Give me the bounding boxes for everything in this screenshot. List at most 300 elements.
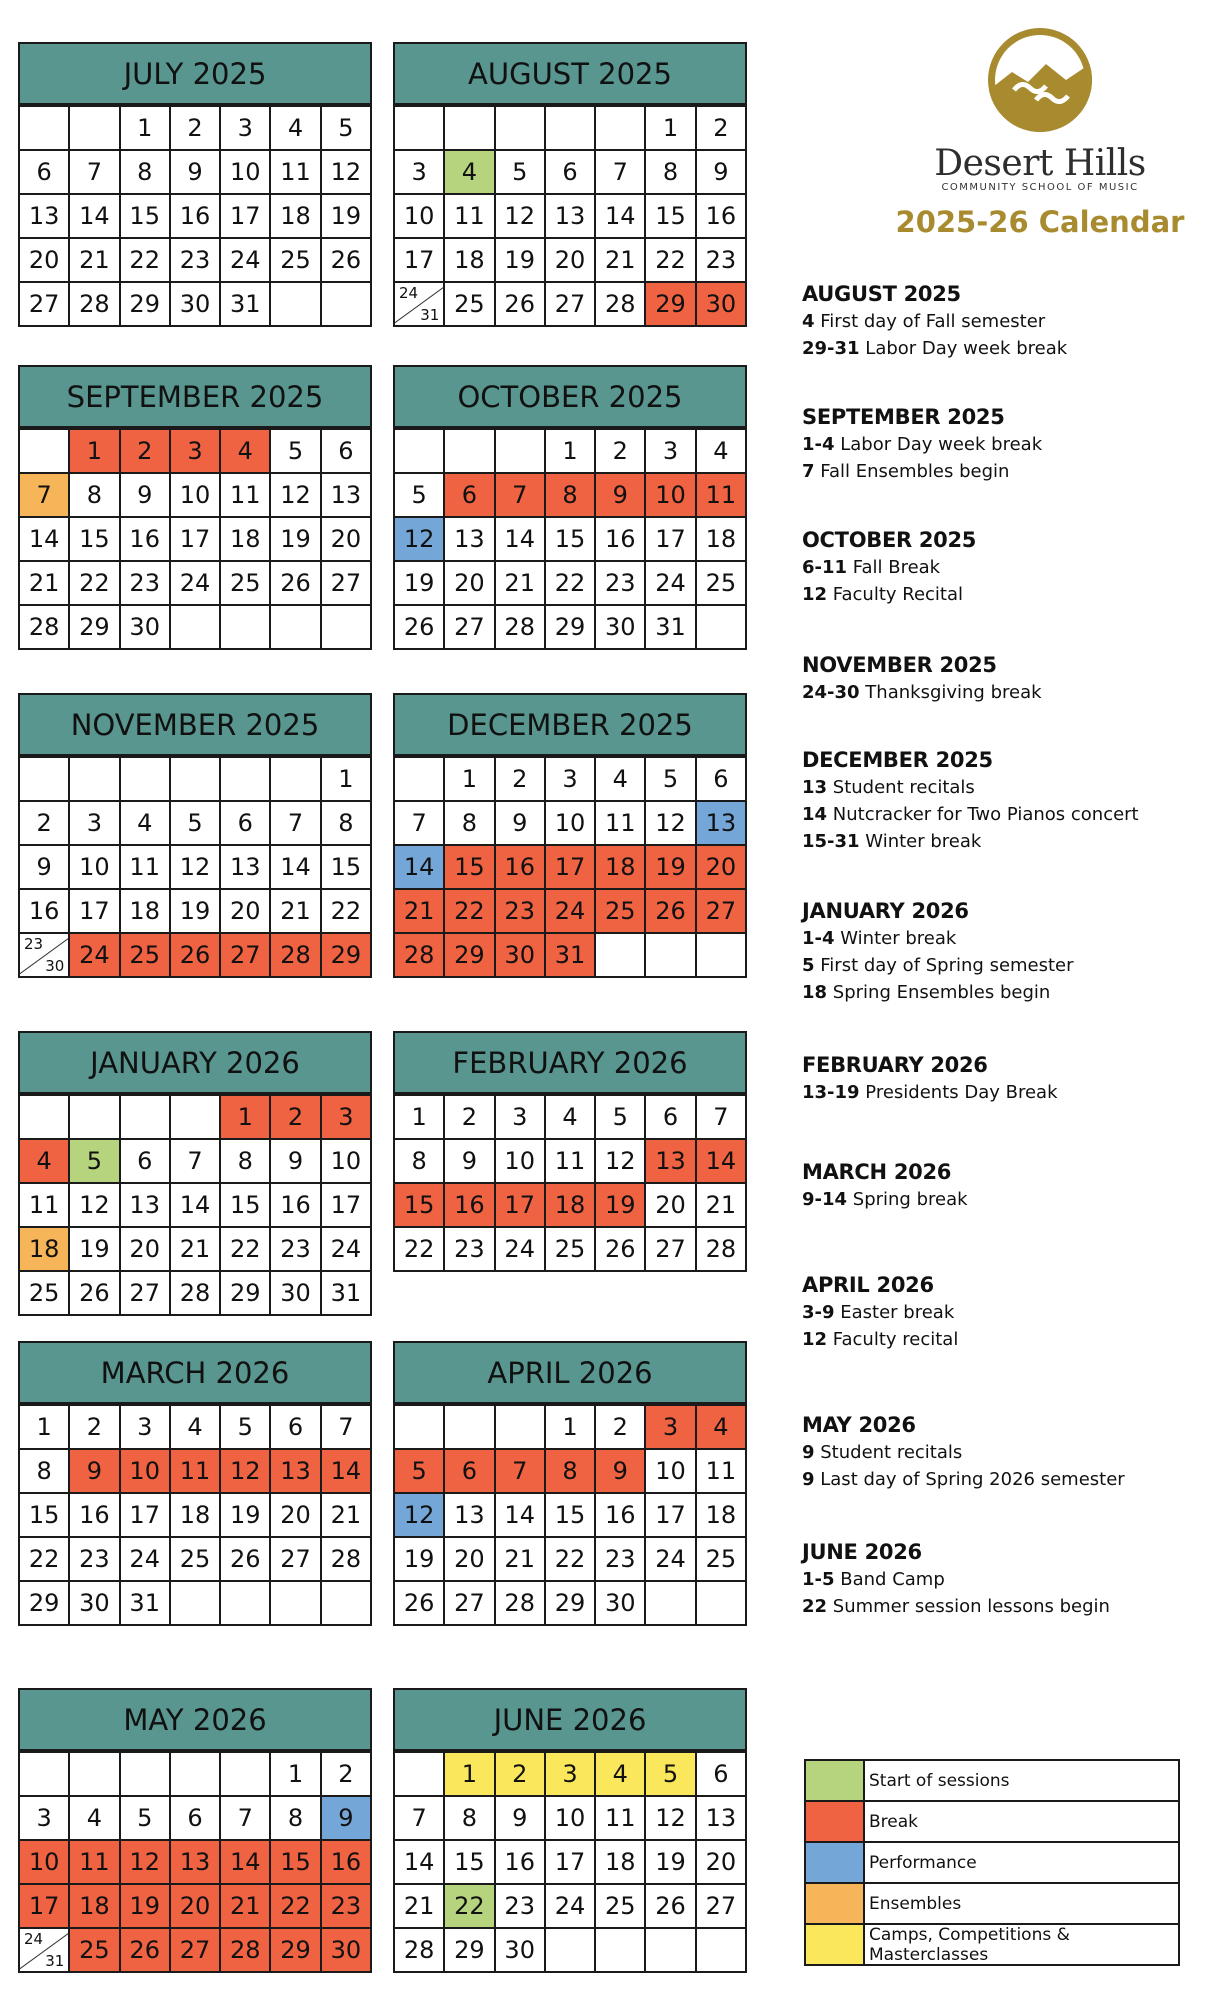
event-dates: 7 bbox=[802, 461, 815, 482]
mountain-logo-icon bbox=[984, 24, 1096, 136]
day-cell: 17 bbox=[322, 1184, 372, 1228]
day-cell: 31 bbox=[546, 934, 596, 978]
event-block bbox=[802, 405, 1202, 485]
day-cell: 15 bbox=[322, 846, 372, 890]
event-dates: 15-31 bbox=[802, 831, 860, 852]
day-cell: 18 bbox=[271, 195, 321, 239]
day-cell: 13 bbox=[121, 1184, 171, 1228]
empty-day-cell bbox=[596, 107, 646, 151]
month-title: SEPTEMBER 2025 bbox=[18, 365, 372, 428]
day-cell: 11 bbox=[445, 195, 495, 239]
day-cell: 1 bbox=[70, 430, 120, 474]
day-cell: 29 bbox=[121, 283, 171, 327]
legend-label: Camps, Competitions & Masterclasses bbox=[869, 1924, 1070, 1965]
day-cell: 12 bbox=[395, 518, 445, 562]
empty-day-cell bbox=[697, 934, 747, 978]
day-cell: 8 bbox=[546, 1450, 596, 1494]
day-cell: 29 bbox=[546, 606, 596, 650]
event-line bbox=[802, 979, 1202, 1006]
day-cell: 28 bbox=[697, 1228, 747, 1272]
day-cell: 21 bbox=[596, 239, 646, 283]
month-calendar bbox=[18, 1341, 372, 1626]
day-cell: 15 bbox=[546, 1494, 596, 1538]
day-cell: 14 bbox=[697, 1140, 747, 1184]
day-cell: 4 bbox=[171, 1406, 221, 1450]
day-cell: 7 bbox=[596, 151, 646, 195]
day-cell: 10 bbox=[20, 1841, 70, 1885]
day-cell: 21 bbox=[271, 890, 321, 934]
day-cell: 27 bbox=[322, 562, 372, 606]
day-cell: 19 bbox=[646, 846, 696, 890]
day-cell: 29 bbox=[271, 1929, 321, 1973]
legend-swatch bbox=[806, 1843, 865, 1882]
day-cell: 13 bbox=[546, 195, 596, 239]
empty-day-cell bbox=[20, 430, 70, 474]
day-cell: 4 bbox=[445, 151, 495, 195]
day-number: 31 bbox=[420, 306, 440, 324]
day-cell: 3 bbox=[646, 430, 696, 474]
event-dates: 24-30 bbox=[802, 682, 860, 703]
day-cell: 22 bbox=[121, 239, 171, 283]
empty-day-cell bbox=[70, 107, 120, 151]
day-cell: 15 bbox=[20, 1494, 70, 1538]
day-cell: 22 bbox=[20, 1538, 70, 1582]
event-block bbox=[802, 1413, 1202, 1493]
day-cell: 17 bbox=[20, 1885, 70, 1929]
day-cell: 18 bbox=[221, 518, 271, 562]
day-cell: 26 bbox=[395, 1582, 445, 1626]
empty-day-cell bbox=[20, 107, 70, 151]
day-cell: 12 bbox=[322, 151, 372, 195]
empty-day-cell bbox=[322, 283, 372, 327]
legend-row bbox=[806, 1802, 1178, 1843]
event-block bbox=[802, 282, 1202, 362]
empty-day-cell bbox=[221, 1753, 271, 1797]
event-description: Faculty Recital bbox=[827, 584, 964, 605]
day-cell: 4 bbox=[546, 1096, 596, 1140]
day-cell: 26 bbox=[322, 239, 372, 283]
day-cell: 18 bbox=[596, 846, 646, 890]
day-cell: 23 bbox=[596, 1538, 646, 1582]
day-cell: 26 bbox=[646, 890, 696, 934]
day-cell: 17 bbox=[70, 890, 120, 934]
day-cell: 2 bbox=[121, 430, 171, 474]
day-cell: 3 bbox=[395, 151, 445, 195]
day-cell: 7 bbox=[271, 802, 321, 846]
event-line bbox=[802, 801, 1202, 828]
empty-day-cell bbox=[121, 758, 171, 802]
empty-day-cell bbox=[646, 1929, 696, 1973]
day-cell: 7 bbox=[395, 802, 445, 846]
legend-label: Ensembles bbox=[869, 1893, 962, 1914]
event-description: Nutcracker for Two Pianos concert bbox=[827, 804, 1139, 825]
event-month-heading: SEPTEMBER 2025 bbox=[802, 405, 1005, 429]
day-number: 24 bbox=[399, 284, 419, 302]
day-cell: 30 bbox=[596, 1582, 646, 1626]
day-cell: 9 bbox=[596, 1450, 646, 1494]
day-cell: 22 bbox=[271, 1885, 321, 1929]
day-cell: 3 bbox=[221, 107, 271, 151]
day-cell: 23 bbox=[171, 239, 221, 283]
day-grid bbox=[18, 1404, 372, 1626]
day-cell: 25 bbox=[70, 1929, 120, 1973]
day-cell: 10 bbox=[221, 151, 271, 195]
day-cell: 4 bbox=[697, 1406, 747, 1450]
day-cell: 14 bbox=[395, 1841, 445, 1885]
day-cell: 6 bbox=[20, 151, 70, 195]
day-grid bbox=[18, 1751, 372, 1973]
day-cell: 11 bbox=[596, 1797, 646, 1841]
day-cell: 6 bbox=[322, 430, 372, 474]
day-cell: 6 bbox=[271, 1406, 321, 1450]
day-cell: 30 bbox=[496, 934, 546, 978]
day-cell: 9 bbox=[322, 1797, 372, 1841]
day-cell: 14 bbox=[496, 1494, 546, 1538]
event-dates: 6-11 bbox=[802, 557, 848, 578]
day-cell: 10 bbox=[496, 1140, 546, 1184]
day-cell: 3 bbox=[546, 758, 596, 802]
day-number: 23 bbox=[24, 935, 44, 953]
empty-day-cell bbox=[171, 758, 221, 802]
day-cell: 1 bbox=[546, 1406, 596, 1450]
day-grid bbox=[18, 428, 372, 650]
day-cell: 26 bbox=[121, 1929, 171, 1973]
day-cell: 7 bbox=[70, 151, 120, 195]
day-cell: 9 bbox=[697, 151, 747, 195]
empty-day-cell bbox=[496, 107, 546, 151]
day-cell: 26 bbox=[596, 1228, 646, 1272]
day-cell: 16 bbox=[271, 1184, 321, 1228]
event-block bbox=[802, 1160, 1202, 1213]
month-title: JULY 2025 bbox=[18, 42, 372, 105]
day-cell: 5 bbox=[395, 474, 445, 518]
day-cell: 19 bbox=[596, 1184, 646, 1228]
day-cell: 19 bbox=[171, 890, 221, 934]
day-cell: 3 bbox=[496, 1096, 546, 1140]
event-dates: 14 bbox=[802, 804, 828, 825]
event-dates: 12 bbox=[802, 584, 828, 605]
empty-day-cell bbox=[271, 758, 321, 802]
day-cell: 9 bbox=[496, 802, 546, 846]
event-dates: 1-5 bbox=[802, 1569, 835, 1590]
day-cell: 8 bbox=[70, 474, 120, 518]
day-cell: 13 bbox=[271, 1450, 321, 1494]
month-calendar bbox=[393, 42, 747, 327]
day-cell: 19 bbox=[496, 239, 546, 283]
event-block bbox=[802, 528, 1202, 608]
day-cell: 1 bbox=[271, 1753, 321, 1797]
event-dates: 18 bbox=[802, 982, 828, 1003]
day-cell: 28 bbox=[395, 934, 445, 978]
day-cell: 29 bbox=[546, 1582, 596, 1626]
day-cell: 18 bbox=[121, 890, 171, 934]
day-cell: 11 bbox=[697, 474, 747, 518]
day-cell: 4 bbox=[596, 758, 646, 802]
day-cell: 19 bbox=[221, 1494, 271, 1538]
day-cell: 30 bbox=[596, 606, 646, 650]
day-cell: 5 bbox=[70, 1140, 120, 1184]
day-cell: 14 bbox=[20, 518, 70, 562]
event-description: Last day of Spring 2026 semester bbox=[814, 1469, 1125, 1490]
day-cell: 20 bbox=[171, 1885, 221, 1929]
day-cell: 24 bbox=[70, 934, 120, 978]
day-cell: 1 bbox=[20, 1406, 70, 1450]
day-cell: 22 bbox=[546, 562, 596, 606]
day-cell: 25 bbox=[171, 1538, 221, 1582]
day-cell: 9 bbox=[70, 1450, 120, 1494]
event-description: Faculty recital bbox=[827, 1329, 959, 1350]
event-description: Student recitals bbox=[827, 777, 975, 798]
day-cell: 20 bbox=[445, 562, 495, 606]
day-cell: 1 bbox=[646, 107, 696, 151]
day-cell: 25 bbox=[445, 283, 495, 327]
day-cell: 25 bbox=[697, 562, 747, 606]
day-cell: 6 bbox=[546, 151, 596, 195]
day-number: 24 bbox=[24, 1930, 44, 1948]
event-line bbox=[802, 554, 1202, 581]
day-cell: 16 bbox=[596, 1494, 646, 1538]
event-dates: 13 bbox=[802, 777, 828, 798]
day-cell: 25 bbox=[121, 934, 171, 978]
day-cell: 3 bbox=[121, 1406, 171, 1450]
event-block bbox=[802, 1540, 1202, 1620]
day-grid bbox=[18, 105, 372, 327]
day-cell: 3 bbox=[646, 1406, 696, 1450]
day-cell: 15 bbox=[546, 518, 596, 562]
event-dates: 4 bbox=[802, 311, 815, 332]
day-cell: 25 bbox=[596, 1885, 646, 1929]
day-cell: 15 bbox=[395, 1184, 445, 1228]
day-cell: 1 bbox=[445, 1753, 495, 1797]
day-cell: 18 bbox=[697, 518, 747, 562]
month-title: DECEMBER 2025 bbox=[393, 693, 747, 756]
day-cell: 17 bbox=[496, 1184, 546, 1228]
event-line bbox=[802, 679, 1202, 706]
day-cell: 10 bbox=[395, 195, 445, 239]
day-cell: 11 bbox=[596, 802, 646, 846]
event-dates: 1-4 bbox=[802, 928, 835, 949]
day-cell: 25 bbox=[546, 1228, 596, 1272]
day-cell: 31 bbox=[121, 1582, 171, 1626]
day-cell: 13 bbox=[646, 1140, 696, 1184]
empty-day-cell bbox=[20, 1096, 70, 1140]
day-cell: 1 bbox=[221, 1096, 271, 1140]
day-cell: 10 bbox=[646, 474, 696, 518]
empty-day-cell bbox=[546, 107, 596, 151]
day-cell: 15 bbox=[271, 1841, 321, 1885]
day-cell: 5 bbox=[596, 1096, 646, 1140]
day-cell: 12 bbox=[496, 195, 546, 239]
day-cell: 21 bbox=[496, 562, 546, 606]
event-dates: 9 bbox=[802, 1469, 815, 1490]
day-cell: 7 bbox=[322, 1406, 372, 1450]
day-cell: 12 bbox=[646, 1797, 696, 1841]
event-dates: 29-31 bbox=[802, 338, 860, 359]
event-month-heading: DECEMBER 2025 bbox=[802, 748, 993, 772]
day-cell: 28 bbox=[496, 1582, 546, 1626]
empty-day-cell bbox=[221, 1582, 271, 1626]
day-cell: 30 bbox=[496, 1929, 546, 1973]
color-legend bbox=[804, 1759, 1180, 1966]
day-cell: 18 bbox=[546, 1184, 596, 1228]
day-cell: 7 bbox=[496, 1450, 546, 1494]
day-cell: 30 bbox=[121, 606, 171, 650]
day-cell: 17 bbox=[221, 195, 271, 239]
day-cell: 19 bbox=[121, 1885, 171, 1929]
day-cell: 22 bbox=[221, 1228, 271, 1272]
event-month-heading: MAY 2026 bbox=[802, 1413, 916, 1437]
day-cell: 8 bbox=[271, 1797, 321, 1841]
day-cell: 15 bbox=[445, 846, 495, 890]
day-cell: 16 bbox=[121, 518, 171, 562]
day-cell: 12 bbox=[646, 802, 696, 846]
day-cell: 5 bbox=[496, 151, 546, 195]
day-cell: 5 bbox=[271, 430, 321, 474]
day-cell: 13 bbox=[171, 1841, 221, 1885]
split-day-cell bbox=[395, 283, 445, 327]
event-month-heading: FEBRUARY 2026 bbox=[802, 1053, 988, 1077]
brand-name: Desert Hills bbox=[934, 143, 1146, 184]
empty-day-cell bbox=[70, 1753, 120, 1797]
day-cell: 13 bbox=[221, 846, 271, 890]
day-cell: 27 bbox=[20, 283, 70, 327]
day-cell: 11 bbox=[697, 1450, 747, 1494]
day-cell: 27 bbox=[445, 606, 495, 650]
empty-day-cell bbox=[395, 758, 445, 802]
day-cell: 6 bbox=[121, 1140, 171, 1184]
event-description: Student recitals bbox=[814, 1442, 963, 1463]
day-cell: 4 bbox=[121, 802, 171, 846]
day-grid bbox=[393, 105, 747, 327]
day-cell: 3 bbox=[171, 430, 221, 474]
event-description: Spring Ensembles begin bbox=[827, 982, 1051, 1003]
event-line bbox=[802, 925, 1202, 952]
day-cell: 18 bbox=[171, 1494, 221, 1538]
day-cell: 19 bbox=[395, 562, 445, 606]
event-month-heading: NOVEMBER 2025 bbox=[802, 653, 997, 677]
day-cell: 16 bbox=[20, 890, 70, 934]
day-cell: 7 bbox=[697, 1096, 747, 1140]
event-line bbox=[802, 1566, 1202, 1593]
event-line bbox=[802, 1186, 1202, 1213]
day-cell: 20 bbox=[697, 846, 747, 890]
day-cell: 17 bbox=[646, 1494, 696, 1538]
day-cell: 21 bbox=[496, 1538, 546, 1582]
day-cell: 23 bbox=[697, 239, 747, 283]
day-cell: 21 bbox=[221, 1885, 271, 1929]
day-cell: 20 bbox=[221, 890, 271, 934]
day-cell: 17 bbox=[121, 1494, 171, 1538]
day-cell: 2 bbox=[596, 1406, 646, 1450]
event-description: Fall Ensembles begin bbox=[814, 461, 1010, 482]
day-grid bbox=[18, 1094, 372, 1316]
event-line bbox=[802, 335, 1202, 362]
day-cell: 5 bbox=[395, 1450, 445, 1494]
day-cell: 10 bbox=[546, 1797, 596, 1841]
day-grid bbox=[393, 756, 747, 978]
day-cell: 10 bbox=[70, 846, 120, 890]
day-cell: 13 bbox=[322, 474, 372, 518]
day-cell: 18 bbox=[20, 1228, 70, 1272]
day-cell: 29 bbox=[445, 934, 495, 978]
empty-day-cell bbox=[171, 1753, 221, 1797]
day-cell: 13 bbox=[697, 1797, 747, 1841]
day-cell: 9 bbox=[496, 1797, 546, 1841]
day-cell: 23 bbox=[445, 1228, 495, 1272]
empty-day-cell bbox=[445, 1406, 495, 1450]
day-cell: 19 bbox=[70, 1228, 120, 1272]
day-cell: 2 bbox=[496, 1753, 546, 1797]
event-line bbox=[802, 828, 1202, 855]
day-grid bbox=[393, 428, 747, 650]
day-cell: 21 bbox=[322, 1494, 372, 1538]
legend-label: Break bbox=[869, 1811, 918, 1832]
legend-swatch bbox=[806, 1802, 865, 1841]
day-cell: 18 bbox=[70, 1885, 120, 1929]
empty-day-cell bbox=[70, 758, 120, 802]
event-block bbox=[802, 1273, 1202, 1353]
day-cell: 23 bbox=[322, 1885, 372, 1929]
event-line bbox=[802, 1079, 1202, 1106]
day-cell: 15 bbox=[445, 1841, 495, 1885]
month-title: JANUARY 2026 bbox=[18, 1031, 372, 1094]
empty-day-cell bbox=[322, 1582, 372, 1626]
day-cell: 2 bbox=[171, 107, 221, 151]
day-cell: 22 bbox=[646, 239, 696, 283]
day-cell: 11 bbox=[20, 1184, 70, 1228]
empty-day-cell bbox=[271, 606, 321, 650]
day-cell: 26 bbox=[271, 562, 321, 606]
day-cell: 27 bbox=[171, 1929, 221, 1973]
day-cell: 24 bbox=[496, 1228, 546, 1272]
day-cell: 21 bbox=[395, 890, 445, 934]
month-title: NOVEMBER 2025 bbox=[18, 693, 372, 756]
day-cell: 6 bbox=[697, 758, 747, 802]
event-block bbox=[802, 748, 1202, 855]
split-day-cell bbox=[20, 934, 70, 978]
day-cell: 5 bbox=[322, 107, 372, 151]
day-cell: 12 bbox=[70, 1184, 120, 1228]
day-cell: 4 bbox=[697, 430, 747, 474]
day-cell: 29 bbox=[221, 1272, 271, 1316]
day-cell: 16 bbox=[697, 195, 747, 239]
day-cell: 22 bbox=[546, 1538, 596, 1582]
day-cell: 27 bbox=[121, 1272, 171, 1316]
day-cell: 8 bbox=[322, 802, 372, 846]
month-title: OCTOBER 2025 bbox=[393, 365, 747, 428]
day-cell: 16 bbox=[496, 1841, 546, 1885]
day-cell: 2 bbox=[596, 430, 646, 474]
day-cell: 24 bbox=[221, 239, 271, 283]
day-cell: 2 bbox=[20, 802, 70, 846]
legend-swatch bbox=[806, 1761, 865, 1800]
day-cell: 5 bbox=[221, 1406, 271, 1450]
day-cell: 30 bbox=[271, 1272, 321, 1316]
day-cell: 29 bbox=[445, 1929, 495, 1973]
day-cell: 10 bbox=[121, 1450, 171, 1494]
day-cell: 14 bbox=[322, 1450, 372, 1494]
empty-day-cell bbox=[496, 1406, 546, 1450]
day-cell: 20 bbox=[445, 1538, 495, 1582]
event-dates: 13-19 bbox=[802, 1082, 860, 1103]
event-description: First day of Fall semester bbox=[814, 311, 1046, 332]
event-description: First day of Spring semester bbox=[814, 955, 1074, 976]
legend-row bbox=[806, 1843, 1178, 1884]
month-title: JUNE 2026 bbox=[393, 1688, 747, 1751]
month-title: APRIL 2026 bbox=[393, 1341, 747, 1404]
day-cell: 12 bbox=[271, 474, 321, 518]
event-description: Presidents Day Break bbox=[859, 1082, 1058, 1103]
